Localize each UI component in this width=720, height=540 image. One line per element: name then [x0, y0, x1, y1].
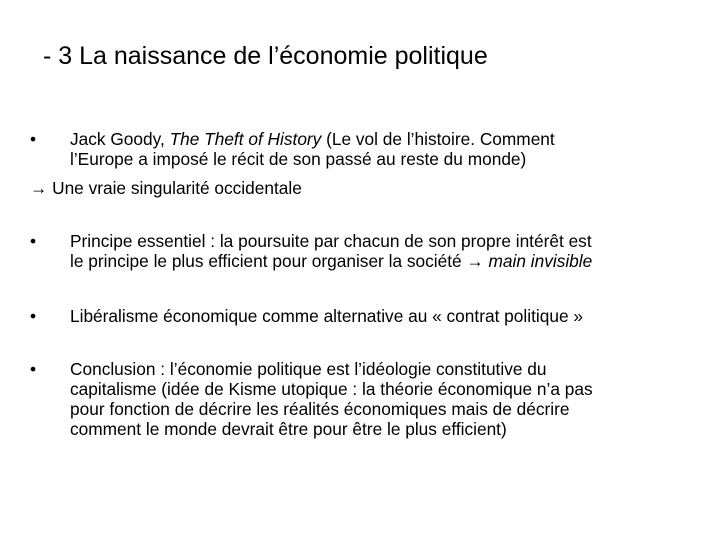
bullet-line	[70, 129, 700, 149]
bullet-dot-icon: •	[30, 231, 37, 251]
main-invisible-term: main invisible	[488, 251, 593, 271]
bullet-line: l’Europe a imposé le récit de son passé au reste du monde)	[70, 149, 527, 169]
bullet-text	[70, 359, 700, 439]
book-subtitle-text: (Le vol de l’histoire. Comment	[321, 129, 555, 149]
bullet-line: capitalisme (idée de Kisme utopique : la théorie économique n’a pas	[70, 379, 593, 399]
bullet-text	[70, 129, 700, 169]
arrow-note: → Une vraie singularité occidentale	[30, 178, 302, 198]
slide-title: - 3 La naissance de l’économie politique	[43, 42, 488, 70]
principle-text: le principe le plus efficient pour organiser la société →	[70, 251, 489, 271]
bullet-text	[70, 306, 700, 326]
bullet-line	[70, 251, 700, 271]
bullet-line: Conclusion : l’économie politique est l’idéologie constitutive du	[70, 359, 547, 379]
bullet-dot-icon: •	[30, 306, 37, 326]
bullet-line: Libéralisme économique comme alternative au « contrat politique »	[70, 306, 583, 326]
bullet-line: Principe essentiel : la poursuite par chacun de son propre intérêt est	[70, 231, 592, 251]
bullet-text	[70, 231, 700, 271]
book-title: The Theft of History	[169, 129, 322, 149]
bullet-dot-icon: •	[30, 359, 37, 379]
bullet-line: comment le monde devrait être pour être le plus efficient)	[70, 419, 507, 439]
bullet-dot-icon: •	[30, 129, 37, 149]
author-text: Jack Goody,	[70, 129, 170, 149]
bullet-line: pour fonction de décrire les réalités économiques mais de décrire	[70, 399, 570, 419]
